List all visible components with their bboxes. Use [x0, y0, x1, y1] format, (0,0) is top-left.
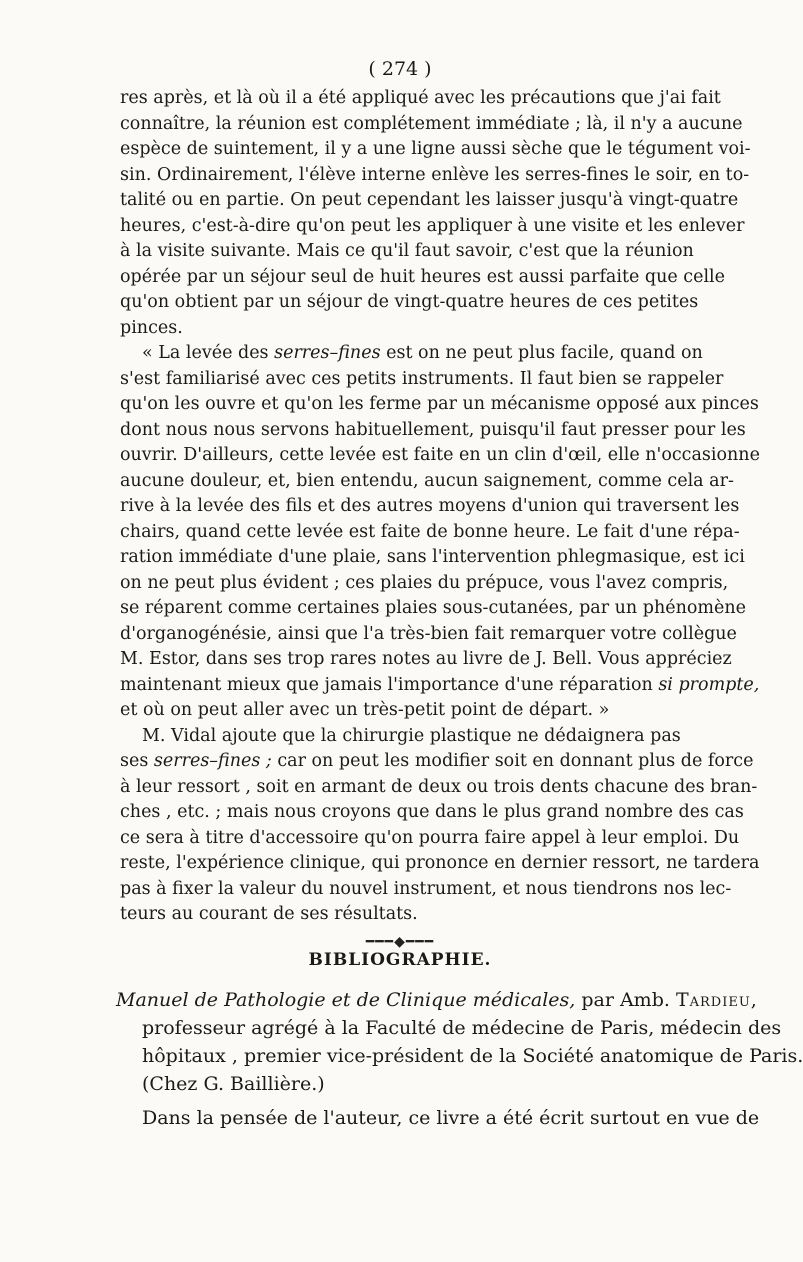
text-line: ouvrir. D'ailleurs, cette levée est faite en un clin d'œil, elle n'occasionne [120, 445, 760, 465]
text-line: M. Vidal ajoute que la chirurgie plastique ne dédaignera pas [142, 725, 681, 746]
text-line: teurs au courant de ses résultats. [120, 904, 418, 924]
text-line: pinces. [120, 317, 183, 338]
text-line: à la visite suivante. Mais ce qu'il faut savoir, c'est que la réunion [120, 241, 694, 261]
book-title: Manuel de Pathologie et de Clinique médicales, [116, 989, 576, 1011]
text-line: s'est familiarisé avec ces petits instruments. Il faut bien se rappeler [120, 368, 724, 389]
text-line: maintenant mieux que jamais l'importance d'une réparation si prompte, [120, 674, 760, 695]
text-line: hôpitaux , premier vice-président de la Société anatomique de Paris. [142, 1045, 803, 1067]
text-line: opérée par un séjour seul de huit heures est aussi parfaite que celle [120, 266, 726, 287]
text-line: reste, l'expérience clinique, qui prononce en dernier ressort, ne tardera [120, 853, 760, 873]
text-line: rive à la levée des fils et des autres moyens d'union qui traversent les [120, 496, 740, 516]
text-line: qu'on obtient par un séjour de vingt-quatre heures de ces petites [120, 292, 699, 312]
text-line: « La levée des serres–fines est on ne peut plus facile, quand on [142, 343, 703, 363]
text-line: et où on peut aller avec un très-petit point de départ. » [120, 700, 610, 720]
text-line: professeur agrégé à la Faculté de médecine de Paris, médecin des [142, 1017, 782, 1039]
text-line: talité ou en partie. On peut cependant les laisser jusqu'à vingt-quatre [120, 190, 739, 210]
section-divider-ornament: ━━━◆━━━ [365, 934, 435, 950]
text-line: à leur ressort , soit en armant de deux ou trois dents chacune des bran- [120, 776, 758, 797]
bibliography-entry [116, 986, 803, 1132]
text-line: d'organogénésie, ainsi que l'a très-bien fait remarquer votre collègue [120, 623, 737, 644]
text-line: heures, c'est-à-dire qu'on peut les appliquer à une visite et les enlever [120, 215, 745, 236]
text-line: sin. Ordinairement, l'élève interne enlève les serres-fines le soir, en to- [120, 164, 750, 185]
text-line: espèce de suintement, il y a une ligne aussi sèche que le tégument voi- [120, 139, 751, 159]
article-body [120, 86, 760, 928]
italic-term: serres–fines ; [153, 751, 272, 771]
italic-term: serres–fines [274, 343, 381, 363]
text-line: ce sera à titre d'accessoire qu'on pourra faire appel à leur emploi. Du [120, 827, 740, 848]
text-line: ses serres–fines ; car on peut les modifier soit en donnant plus de force [120, 751, 754, 771]
text-line: res après, et là où il a été appliqué avec les précautions que j'ai fait [120, 88, 721, 108]
publisher-line: (Chez G. Baillière.) [142, 1073, 325, 1095]
text-line: aucune douleur, et, bien entendu, aucun saignement, comme cela ar- [120, 470, 734, 491]
text-line: on ne peut plus évident ; ces plaies du prépuce, vous l'avez compris, [120, 572, 729, 593]
text-line: M. Estor, dans ses trop rares notes au livre de J. Bell. Vous appréciez [120, 649, 732, 669]
text-line: ration immédiate d'une plaie, sans l'intervention phlegmasique, est ici [120, 547, 745, 567]
text-line: dont nous nous servons habituellement, puisqu'il faut presser pour les [120, 419, 746, 440]
italic-term: si prompte, [658, 674, 760, 695]
text-line: connaître, la réunion est complétement immédiate ; là, il n'y a aucune [120, 113, 743, 134]
author-name: Tardieu, [675, 989, 758, 1011]
page-number: ( 274 ) [368, 58, 432, 80]
text-line: se réparent comme certaines plaies sous-cutanées, par un phénomène [120, 598, 746, 618]
text-line: qu'on les ouvre et qu'on les ferme par un mécanisme opposé aux pinces [120, 394, 759, 414]
text-line: pas à fixer la valeur du nouvel instrument, et nous tiendrons nos lec- [120, 878, 732, 899]
text-line: ches , etc. ; mais nous croyons que dans le plus grand nombre des cas [120, 802, 744, 822]
text-line: Dans la pensée de l'auteur, ce livre a été écrit surtout en vue de [142, 1107, 760, 1129]
section-heading: BIBLIOGRAPHIE. [308, 950, 492, 970]
text-line: chairs, quand cette levée est faite de bonne heure. Le fait d'une répa- [120, 521, 740, 542]
bibliography-title-line: Manuel de Pathologie et de Clinique médicales, par Amb. Tardieu, [116, 989, 758, 1011]
